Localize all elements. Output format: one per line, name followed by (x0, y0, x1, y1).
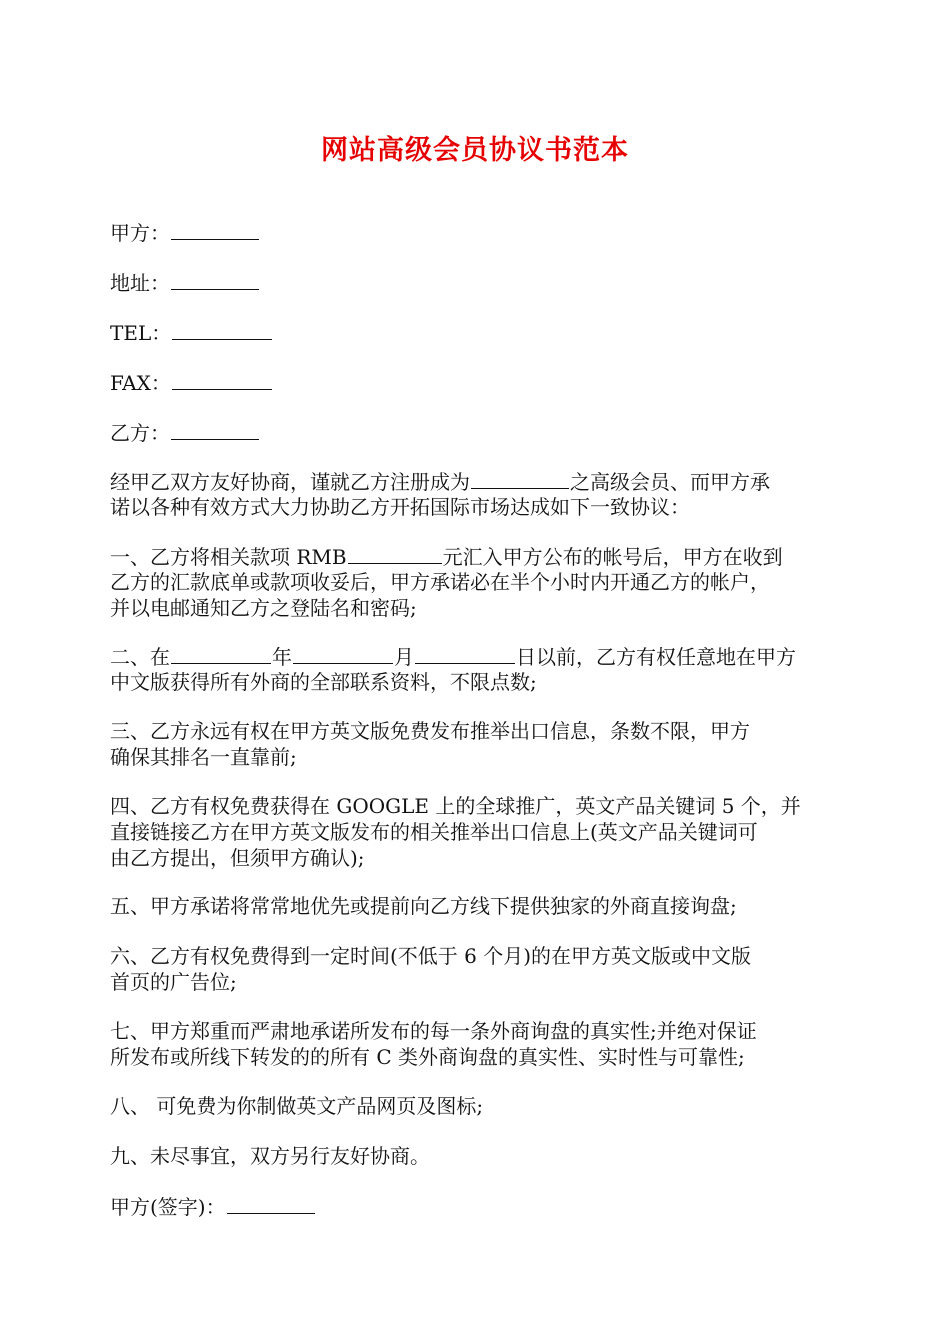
clause-7-line-2: 所发布或所线下转发的的所有 C 类外商询盘的真实性、实时性与可靠性; (110, 1045, 745, 1069)
member-site-blank (471, 468, 569, 489)
clause-3-line-1: 三、乙方永远有权在甲方英文版免费发布推举出口信息，条数不限，甲方 (110, 719, 750, 743)
year-blank (171, 643, 271, 664)
party-a-line (110, 219, 860, 246)
tel-blank (172, 319, 272, 340)
address-label: 地址： (110, 271, 170, 295)
party-b-blank (171, 419, 259, 440)
address-line (110, 269, 860, 296)
tel-line (110, 319, 860, 346)
signature-blank (227, 1193, 315, 1214)
clause-2-line-2: 中文版获得所有外商的全部联系资料，不限点数; (110, 670, 537, 694)
clause-9-line-1: 九、未尽事宜，双方另行友好协商。 (110, 1144, 430, 1168)
clause-6-line-1: 六、乙方有权免费得到一定时间(不低于 6 个月)的在甲方英文版或中文版 (110, 944, 752, 968)
clause-2-text-c: 月 (394, 645, 414, 669)
clause-2-text-b: 年 (272, 645, 292, 669)
clause-3-line-2: 确保其排名一直靠前; (110, 745, 297, 769)
intro-text-b: 之高级会员、而甲方承 (570, 470, 770, 494)
month-blank (293, 643, 393, 664)
rmb-amount-blank (348, 543, 442, 564)
clause-1-line-2: 乙方的汇款底单或款项收妥后，甲方承诺必在半个小时内开通乙方的帐户， (110, 570, 770, 594)
clause-8-line-1: 八、 可免费为你制做英文产品网页及图标; (110, 1094, 484, 1118)
address-blank (171, 269, 259, 290)
day-blank (415, 643, 515, 664)
fax-line (110, 369, 860, 396)
clause-2-text-d: 日以前，乙方有权任意地在甲方 (516, 645, 796, 669)
intro-text-a: 经甲乙双方友好协商，谨就乙方注册成为 (110, 470, 470, 494)
clause-2-text-a: 二、在 (110, 645, 170, 669)
clause-5-line-1: 五、甲方承诺将常常地优先或提前向乙方线下提供独家的外商直接询盘; (110, 894, 737, 918)
clause-7-line-1: 七、甲方郑重而严肃地承诺所发布的每一条外商询盘的真实性;并绝对保证 (110, 1019, 757, 1043)
document-title: 网站高级会员协议书范本 (321, 135, 629, 166)
clause-6-line-2: 首页的广告位; (110, 970, 237, 994)
signature-label: 甲方(签字)： (110, 1195, 226, 1219)
clause-1-text-a: 一、乙方将相关款项 RMB (110, 545, 347, 569)
clause-4-line-2: 直接链接乙方在甲方英文版发布的相关推举出口信息上(英文产品关键词可 (110, 820, 758, 844)
signature-line (110, 1193, 860, 1220)
clause-1-line-3: 并以电邮通知乙方之登陆名和密码; (110, 596, 417, 620)
clause-1-text-b: 元汇入甲方公布的帐号后，甲方在收到 (442, 545, 783, 569)
tel-label: TEL： (110, 321, 172, 345)
clause-1-line-1 (110, 543, 860, 570)
party-a-blank (171, 219, 259, 240)
intro-line-1 (110, 468, 860, 495)
clause-4-line-3: 由乙方提出，但须甲方确认); (110, 846, 365, 870)
clause-2-line-1 (110, 643, 860, 670)
party-a-label: 甲方： (110, 221, 170, 245)
intro-line-2: 诺以各种有效方式大力协助乙方开拓国际市场达成如下一致协议： (110, 495, 690, 519)
party-b-line (110, 419, 860, 446)
fax-blank (172, 369, 272, 390)
clause-4-line-1: 四、乙方有权免费获得在 GOOGLE 上的全球推广，英文产品关键词 5 个，并 (110, 794, 801, 818)
party-b-label: 乙方： (110, 421, 170, 445)
fax-label: FAX： (110, 371, 171, 395)
